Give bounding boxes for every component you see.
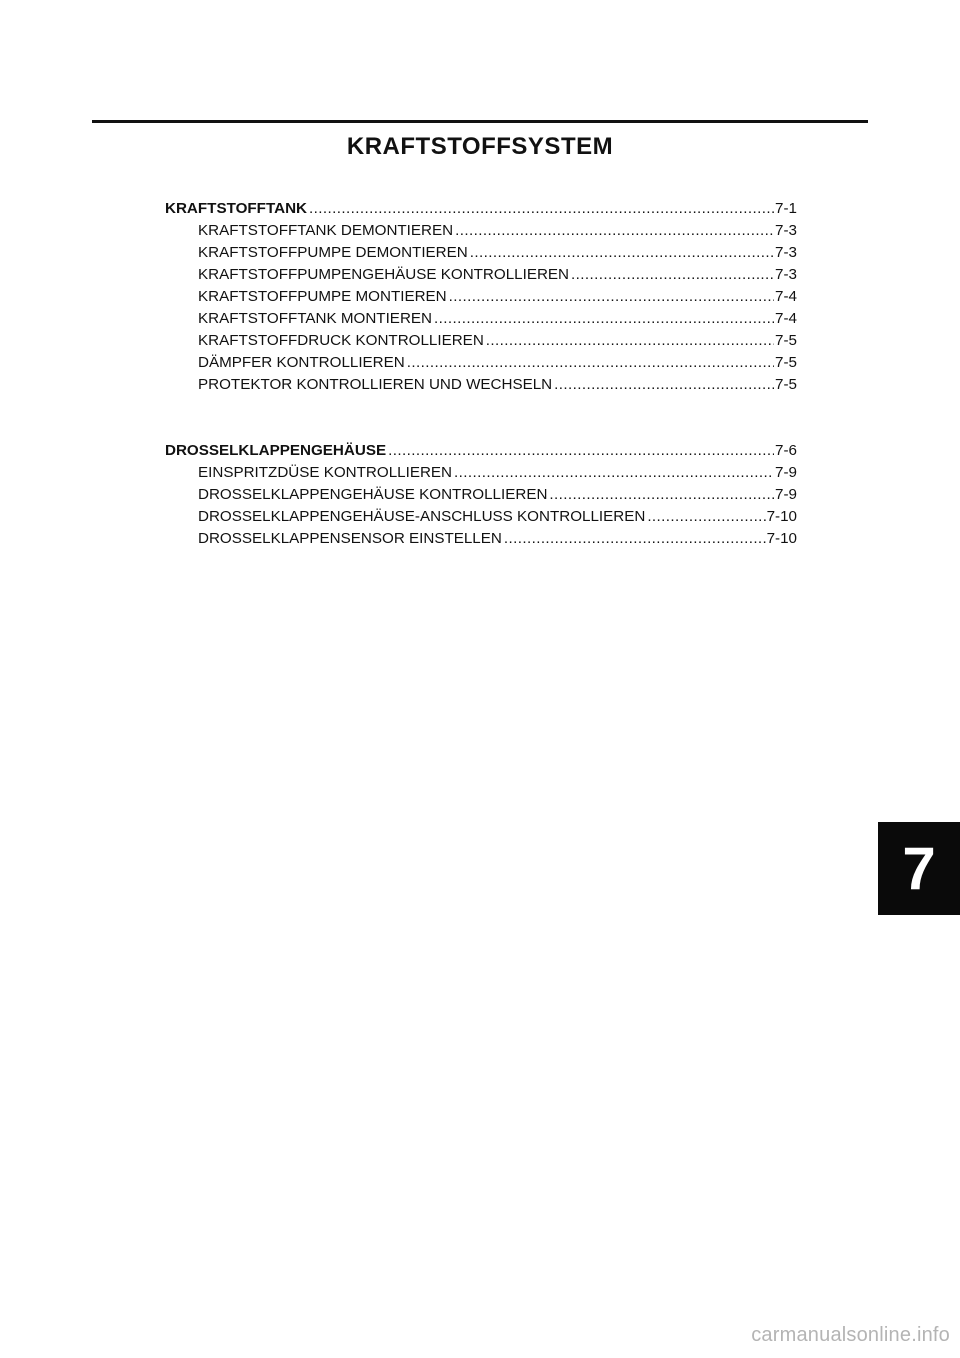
dot-leader [486, 330, 774, 352]
toc-item-label: DROSSELKLAPPENGEHÄUSE KONTROLLIEREN [198, 486, 548, 503]
toc-item-label: PROTEKTOR KONTROLLIEREN UND WECHSELN [198, 376, 553, 393]
dot-leader [554, 374, 774, 396]
dot-leader [309, 198, 774, 220]
toc-item[interactable] [165, 286, 797, 308]
toc-item[interactable] [165, 242, 797, 264]
toc-heading-label: KRAFTSTOFFTANK [165, 200, 308, 217]
toc-heading-label: DROSSELKLAPPENGEHÄUSE [165, 442, 387, 459]
toc-page-number: 7-9 [775, 464, 797, 481]
dot-leader [647, 506, 765, 528]
dot-leader [571, 264, 774, 286]
toc-item[interactable] [165, 506, 797, 528]
toc-item-label: KRAFTSTOFFPUMPE DEMONTIEREN [198, 244, 468, 261]
toc-item[interactable] [165, 330, 797, 352]
dot-leader [388, 440, 774, 462]
toc-page-number: 7-6 [775, 442, 797, 459]
dot-leader [454, 462, 774, 484]
toc-item[interactable] [165, 528, 797, 550]
dot-leader [504, 528, 766, 550]
toc-item-label: KRAFTSTOFFPUMPE MONTIEREN [198, 288, 447, 305]
toc-item[interactable] [165, 220, 797, 242]
toc-item[interactable] [165, 308, 797, 330]
toc-page-number: 7-5 [775, 376, 797, 393]
toc-page-number: 7-4 [775, 288, 797, 305]
toc-item-label: KRAFTSTOFFTANK DEMONTIEREN [198, 222, 454, 239]
toc-item-label: KRAFTSTOFFTANK MONTIEREN [198, 310, 433, 327]
dot-leader [549, 484, 774, 506]
toc-page-number: 7-3 [775, 266, 797, 283]
toc-page-number: 7-3 [775, 222, 797, 239]
chapter-tab: 7 [878, 822, 960, 915]
toc-section-drosselklappengehaeuse [165, 440, 797, 550]
table-of-contents [165, 198, 797, 594]
toc-page-number: 7-4 [775, 310, 797, 327]
toc-heading[interactable] [165, 198, 797, 220]
page-title: KRAFTSTOFFSYSTEM [346, 133, 614, 160]
toc-page-number: 7-5 [775, 332, 797, 349]
toc-item-label: KRAFTSTOFFDRUCK KONTROLLIEREN [198, 332, 484, 349]
toc-item[interactable] [165, 352, 797, 374]
toc-page-number: 7-9 [775, 486, 797, 503]
toc-item-label: DÄMPFER KONTROLLIEREN [198, 354, 405, 371]
dot-leader [455, 220, 774, 242]
toc-page-number: 7-5 [775, 354, 797, 371]
toc-item[interactable] [165, 462, 797, 484]
toc-section-kraftstofftank [165, 198, 797, 396]
dot-leader [470, 242, 774, 264]
toc-item-label: DROSSELKLAPPENGEHÄUSE-ANSCHLUSS KONTROLLIEREN [198, 508, 646, 525]
toc-item-label: EINSPRITZDÜSE KONTROLLIEREN [198, 464, 453, 481]
header-rule [92, 120, 868, 123]
toc-page-number: 7-10 [766, 508, 797, 525]
toc-item-label: KRAFTSTOFFPUMPENGEHÄUSE KONTROLLIEREN [198, 266, 570, 283]
dot-leader [434, 308, 774, 330]
toc-page-number: 7-3 [775, 244, 797, 261]
toc-heading[interactable] [165, 440, 797, 462]
toc-item[interactable] [165, 484, 797, 506]
toc-page-number: 7-10 [766, 530, 797, 547]
toc-item[interactable] [165, 374, 797, 396]
watermark: carmanualsonline.info [751, 1324, 950, 1346]
toc-item-label: DROSSELKLAPPENSENSOR EINSTELLEN [198, 530, 502, 547]
dot-leader [449, 286, 774, 308]
toc-item[interactable] [165, 264, 797, 286]
toc-page-number: 7-1 [775, 200, 797, 217]
dot-leader [407, 352, 774, 374]
